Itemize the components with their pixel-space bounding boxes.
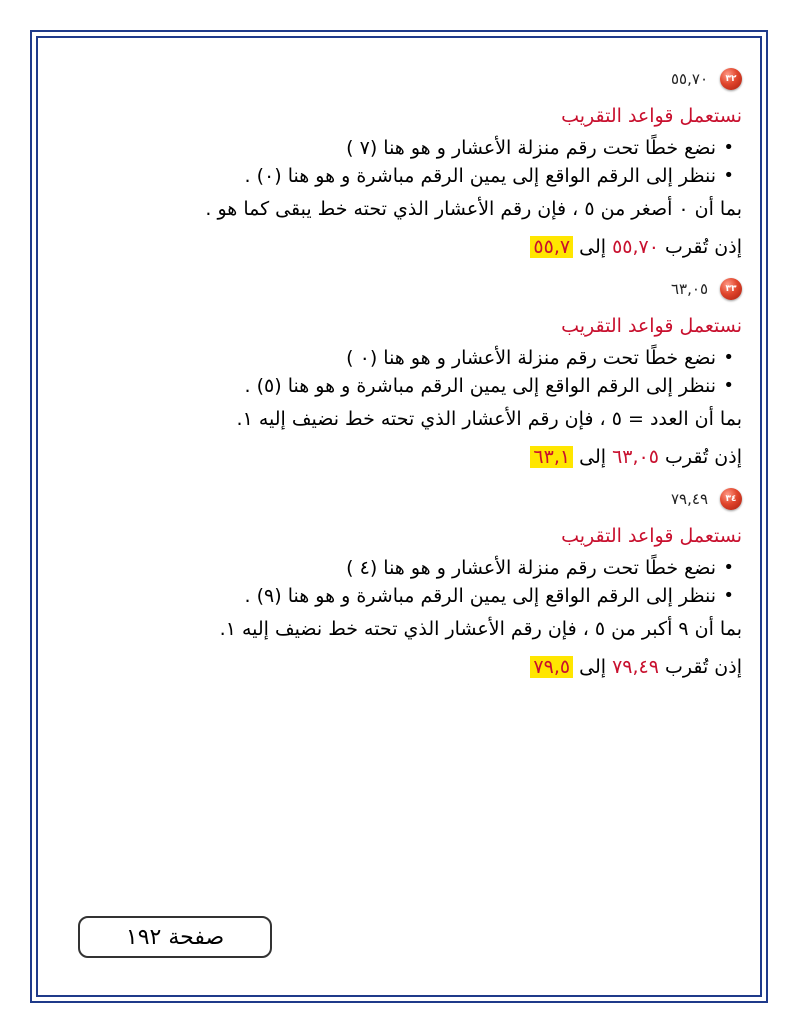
answer-prefix: إذن تُقرب (664, 656, 742, 678)
rule-item: • ننظر إلى الرقم الواقع إلى يمين الرقم مباشرة و هو هنا (٠) . (56, 162, 716, 190)
rules-list (56, 344, 742, 400)
problem-header (56, 480, 742, 518)
problem-number-badge-icon: ٣٤ (720, 488, 742, 510)
problem-header (56, 60, 742, 98)
problem-number: ٥٥,٧٠ (671, 70, 708, 88)
answer-from: ٦٣,٠٥ (612, 446, 659, 468)
reason-sentence: بما أن ٩ أكبر من ٥ ، فإن رقم الأعشار الذي تحته خط نضيف إليه ١. (219, 618, 742, 640)
content (56, 60, 742, 690)
answer-mid: إلى (579, 446, 607, 468)
reason-sentence: بما أن العدد = ٥ ، فإن رقم الأعشار الذي تحته خط نضيف إليه ١. (236, 408, 742, 430)
answer-prefix: إذن تُقرب (664, 446, 742, 468)
answer-from: ٧٩,٤٩ (612, 656, 659, 678)
answer-from: ٥٥,٧٠ (612, 236, 659, 258)
answer-line (56, 228, 742, 266)
problem-block (56, 60, 742, 266)
rules-list (56, 554, 742, 610)
problem-number: ٧٩,٤٩ (671, 490, 708, 508)
answer-mid: إلى (579, 236, 607, 258)
answer-result: ٥٥,٧ (530, 236, 573, 258)
answer-line (56, 438, 742, 476)
answer-result: ٧٩,٥ (530, 656, 573, 678)
section-title: نستعمل قواعد التقريب (561, 105, 742, 127)
answer-prefix: إذن تُقرب (664, 236, 742, 258)
rule-item: • ننظر إلى الرقم الواقع إلى يمين الرقم مباشرة و هو هنا (٥) . (56, 372, 716, 400)
rule-item: • نضع خطًا تحت رقم منزلة الأعشار و هو هنا (٤ ) (56, 554, 716, 582)
section-title: نستعمل قواعد التقريب (561, 525, 742, 547)
rule-item: • نضع خطًا تحت رقم منزلة الأعشار و هو هنا (٠ ) (56, 344, 716, 372)
problem-block (56, 480, 742, 686)
rules-list (56, 134, 742, 190)
problem-number-badge-icon: ٣٢ (720, 68, 742, 90)
section-title: نستعمل قواعد التقريب (561, 315, 742, 337)
problem-number-badge-icon: ٣٣ (720, 278, 742, 300)
page-number-label: صفحة ١٩٢ (78, 916, 272, 958)
rule-item: • ننظر إلى الرقم الواقع إلى يمين الرقم مباشرة و هو هنا (٩) . (56, 582, 716, 610)
answer-mid: إلى (579, 656, 607, 678)
problem-number: ٦٣,٠٥ (671, 280, 708, 298)
problem-header (56, 270, 742, 308)
problem-block (56, 270, 742, 476)
answer-line (56, 648, 742, 686)
answer-result: ٦٣,١ (530, 446, 573, 468)
reason-sentence: بما أن ٠ أصغر من ٥ ، فإن رقم الأعشار الذي تحته خط يبقى كما هو . (205, 198, 742, 220)
rule-item: • نضع خطًا تحت رقم منزلة الأعشار و هو هنا (٧ ) (56, 134, 716, 162)
